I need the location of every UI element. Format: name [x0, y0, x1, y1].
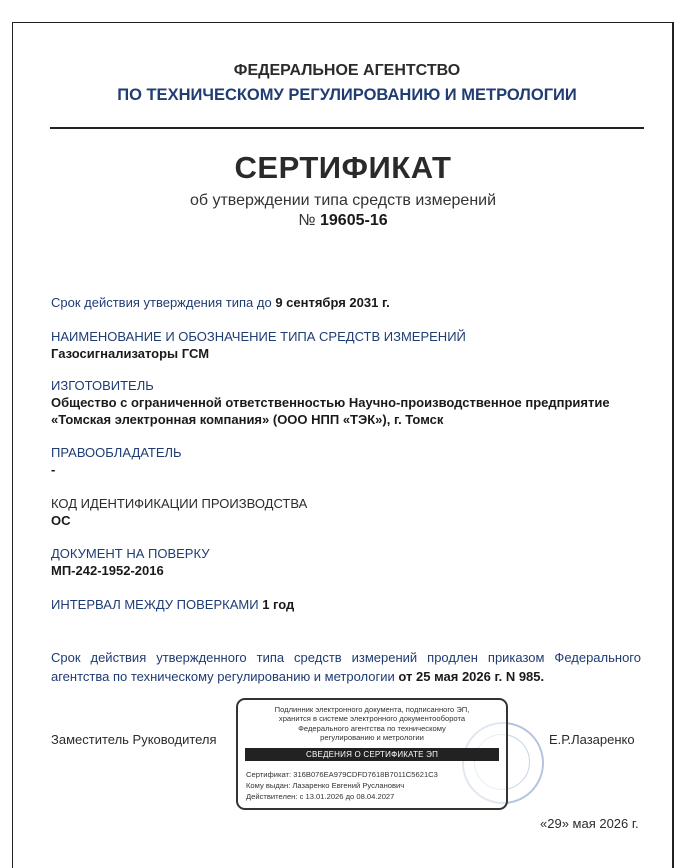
stamp-band: СВЕДЕНИЯ О СЕРТИФИКАТЕ ЭП [245, 748, 499, 761]
production-code-value: ОС [51, 513, 71, 528]
stamp-notice-line1: Подлинник электронного документа, подписанного ЭП, [274, 705, 470, 714]
interval-value: 1 год [262, 597, 295, 612]
rights-holder-heading: ПРАВООБЛАДАТЕЛЬ [51, 445, 182, 460]
stamp-notice [244, 705, 500, 743]
signatory-name: Е.Р.Лазаренко [549, 732, 635, 747]
manufacturer-line2: «Томская электронная компания» (ООО НПП «ТЭК»), г. Томск [51, 412, 444, 427]
validity-line [51, 294, 390, 311]
production-code-section [51, 495, 307, 529]
signature-date: «29» мая 2026 г. [540, 816, 639, 831]
stamp-notice-line3: Федерального агентства по техническому [298, 723, 446, 733]
stamp-issued-to: Кому выдан: Лазаренко Евгений Русланович [246, 781, 405, 790]
certificate-number [0, 212, 686, 230]
electronic-signature-stamp [236, 698, 508, 810]
name-type-value: Газосигнализаторы ГСМ [51, 346, 210, 361]
production-code-heading: КОД ИДЕНТИФИКАЦИИ ПРОИЗВОДСТВА [51, 496, 308, 511]
manufacturer-heading: ИЗГОТОВИТЕЛЬ [51, 378, 154, 393]
rights-holder-section [51, 444, 182, 478]
extension-paragraph [51, 648, 641, 686]
stamp-validity: Действителен: с 13.01.2026 до 08.04.2027 [246, 792, 395, 801]
validity-label: Срок действия утверждения типа до [51, 295, 272, 310]
number-prefix: № [298, 212, 316, 229]
number-value: 19605-16 [320, 212, 388, 229]
extension-text: Срок действия утвержденного типа средств измерений продлен приказом Федерального агентства по техническому регулированию и метрологии [51, 650, 641, 684]
validity-date: 9 сентября 2031 г. [275, 295, 390, 310]
name-type-section [51, 328, 466, 362]
stamp-notice-line2: хранится в системе электронного документооборота [278, 714, 466, 724]
interval-heading: ИНТЕРВАЛ МЕЖДУ ПОВЕРКАМИ [51, 597, 259, 612]
stamp-notice-line4: регулированию и метрологии [320, 733, 424, 743]
stamp-certificate-serial: Сертификат: 316B076EA979CDFD7618B7011C5621C3 [246, 770, 438, 779]
name-type-heading: НАИМЕНОВАНИЕ И ОБОЗНАЧЕНИЕ ТИПА СРЕДСТВ ИЗМЕРЕНИЙ [51, 329, 466, 344]
interval-line [51, 596, 294, 613]
verification-doc-value: МП-242-1952-2016 [51, 563, 164, 578]
verification-doc-section [51, 545, 209, 579]
agency-name-line2: ПО ТЕХНИЧЕСКОМУ РЕГУЛИРОВАНИЮ И МЕТРОЛОГИИ [117, 86, 577, 104]
agency-name-line1: ФЕДЕРАЛЬНОЕ АГЕНТСТВО [233, 62, 461, 79]
rights-holder-value: - [51, 462, 56, 477]
certificate-title: СЕРТИФИКАТ [234, 150, 452, 185]
certificate-subtitle: об утверждении типа средств измерений [189, 192, 497, 209]
manufacturer-line1: Общество с ограниченной ответственностью Научно-производственное предприятие [51, 395, 610, 410]
manufacturer-section [51, 377, 610, 428]
signatory-role: Заместитель Руководителя [51, 732, 217, 747]
header-divider [50, 127, 644, 129]
extension-order: от 25 мая 2026 г. N 985. [398, 669, 545, 684]
verification-doc-heading: ДОКУМЕНТ НА ПОВЕРКУ [51, 546, 210, 561]
